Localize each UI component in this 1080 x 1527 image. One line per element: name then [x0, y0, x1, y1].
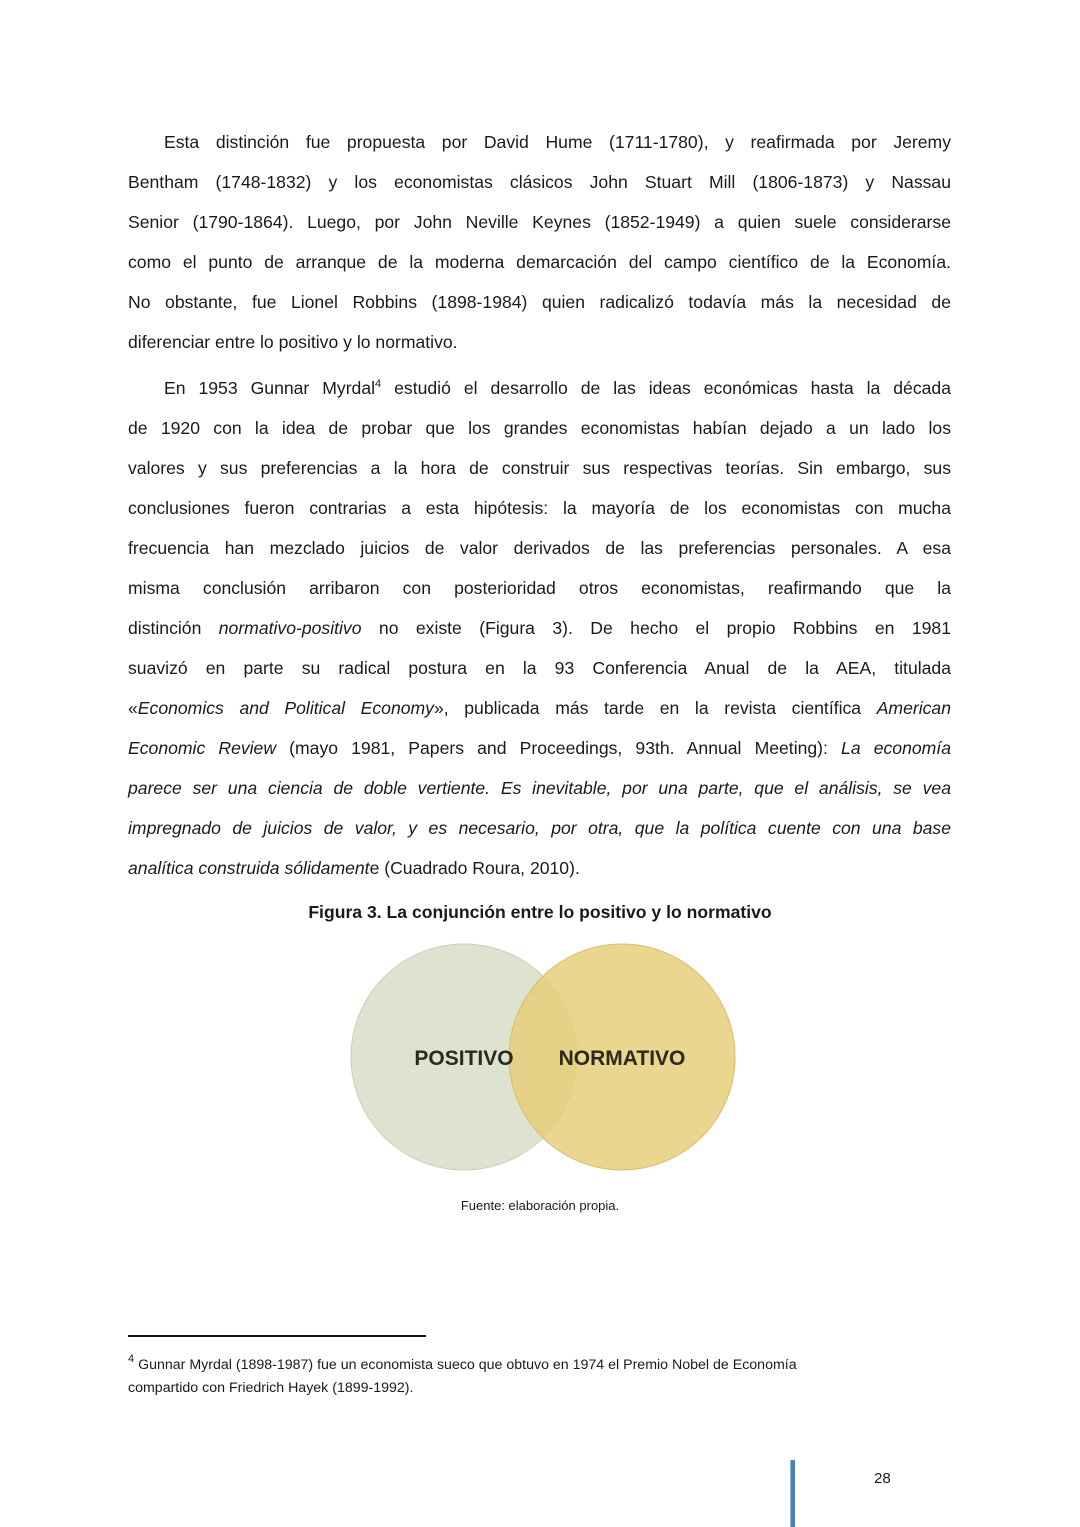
normativo-label: NORMATIVO — [558, 1047, 686, 1070]
paragraph-line — [128, 250, 951, 274]
venn-diagram — [340, 935, 750, 1180]
text-segment: impregnado de juicios de valor, y es necesario, por otra, que la política cuente con una base — [128, 818, 951, 838]
text-segment: analítica construida sólidament — [128, 858, 370, 878]
text-segment: frecuencia han mezclado juicios de valor derivados de las preferencias personales. A esa — [128, 538, 951, 558]
text-segment: no existe (Figura 3). De hecho el propio Robbins en 1981 — [361, 618, 951, 638]
paragraph-line — [128, 330, 951, 354]
text-segment: como el punto de arranque de la moderna demarcación del campo científico de la Economía. — [128, 252, 951, 272]
paragraph-line — [128, 576, 951, 600]
text-segment: », publicada más tarde en la revista científica — [433, 698, 877, 718]
text-segment: « — [128, 698, 138, 718]
text-segment: normativo-positivo — [218, 618, 362, 638]
paragraph-line — [128, 776, 951, 800]
footnote-reference: 4 — [375, 378, 382, 390]
paragraph-line — [128, 210, 951, 234]
paragraph-line — [128, 656, 951, 680]
paragraph-line — [128, 736, 951, 760]
figure-source: Fuente: elaboración propia. — [460, 1198, 620, 1213]
text-segment: parece ser una ciencia de doble vertiente. Es inevitable, por una parte, que el análisis, se vea — [128, 778, 951, 798]
text-segment: Economic Review — [128, 738, 277, 758]
text-segment: conclusiones fueron contrarias a esta hipótesis: la mayoría de los economistas con mucha — [128, 498, 951, 518]
text-segment: En 1953 Gunnar Myrdal — [164, 378, 376, 398]
positivo-label: POSITIVO — [414, 1047, 514, 1070]
paragraph-line — [128, 290, 951, 314]
text-segment: valores y sus preferencias a la hora de construir sus respectivas teorías. Sin embargo, sus — [128, 458, 951, 478]
footnote-separator — [128, 1335, 426, 1337]
footnote-line-1 — [128, 1355, 951, 1375]
text-segment: diferenciar entre lo positivo y lo normativo. — [128, 332, 458, 352]
paragraph-line — [128, 170, 951, 194]
text-segment: American — [876, 698, 951, 718]
text-segment: de 1920 con la idea de probar que los grandes economistas habían dejado a un lado los — [128, 418, 951, 438]
paragraph-line — [128, 456, 951, 480]
text-segment: Economics and Political Economy — [137, 698, 434, 718]
paragraph-line — [128, 856, 951, 880]
page-number: 28 — [874, 1470, 891, 1487]
paragraph-line — [128, 416, 951, 440]
paragraph-line — [128, 536, 951, 560]
text-segment: Esta distinción fue propuesta por David Hume (1711-1780), y reafirmada por Jeremy — [164, 132, 951, 152]
footnote-text: Gunnar Myrdal (1898-1987) fue un economista sueco que obtuvo en 1974 el Premio Nobel de Economía — [134, 1357, 797, 1373]
text-segment: No obstante, fue Lionel Robbins (1898-1984) quien radicalizó todavía más la necesidad de — [128, 292, 951, 312]
text-segment: (mayo 1981, Papers and Proceedings, 93th. Annual Meeting): — [276, 738, 842, 758]
paragraph-line — [128, 696, 951, 720]
paragraph-line — [128, 816, 951, 840]
text-segment: suavizó en parte su radical postura en la 93 Conferencia Anual de la AEA, titulada — [128, 658, 951, 678]
paragraph-line — [128, 616, 951, 640]
footnote-number: 4 — [128, 1353, 135, 1365]
page-border-line — [790, 1460, 795, 1527]
footnote-line-2: compartido con Friedrich Hayek (1899-1992). — [128, 1380, 414, 1396]
paragraph-line — [164, 130, 951, 154]
text-segment: distinción — [128, 618, 219, 638]
text-segment: estudió el desarrollo de las ideas económicas hasta la década — [381, 378, 951, 398]
text-segment: e (Cuadrado Roura, 2010). — [369, 858, 580, 878]
paragraph-line — [164, 376, 951, 400]
figure-caption: Figura 3. La conjunción entre lo positivo y lo normativo — [308, 902, 772, 922]
paragraph-line — [128, 496, 951, 520]
text-segment: Senior (1790-1864). Luego, por John Neville Keynes (1852-1949) a quien suele considerarse — [128, 212, 951, 232]
text-segment: misma conclusión arribaron con posterioridad otros economistas, reafirmando que la — [128, 578, 951, 598]
text-segment: Bentham (1748-1832) y los economistas clásicos John Stuart Mill (1806-1873) y Nassau — [128, 172, 951, 192]
text-segment: La economía — [841, 738, 951, 758]
